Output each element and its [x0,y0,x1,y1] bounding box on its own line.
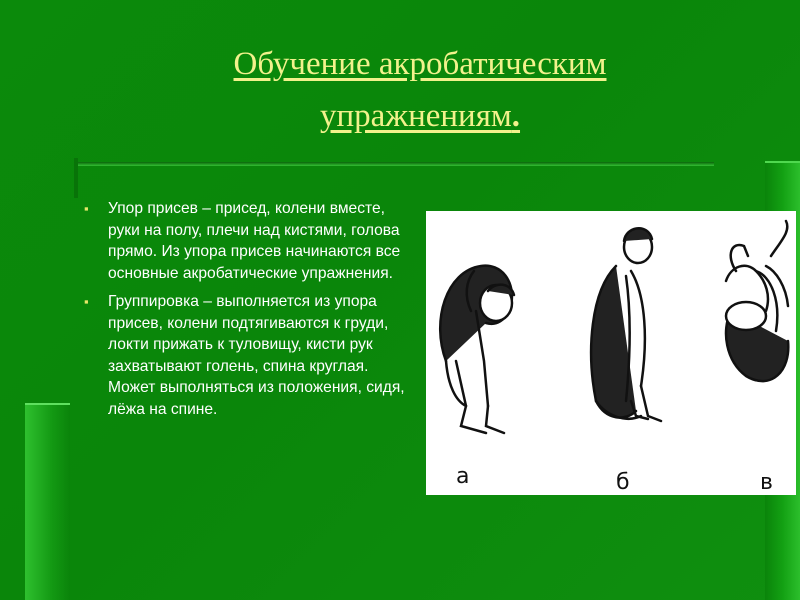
slide-title [150,38,690,142]
figure-b-tucked-person [591,228,661,421]
figure-label-b: б [616,470,630,495]
slide-title-line-2 [150,90,690,142]
bullet-marker-icon: ▪ [84,201,89,216]
decorative-horizontal-line [78,162,714,166]
bullet-item-squat-support [84,198,414,284]
slide-title-dot: . [511,98,521,134]
figure-label-v: в [760,470,773,495]
bullet-marker-icon: ▪ [84,294,89,309]
figure-c-rolled-person [726,221,788,381]
bullet-list [84,198,414,427]
exercise-illustration-svg [426,211,796,495]
bullet-text: Упор присев – присед, колени вместе, руки на полу, плечи над кистями, голова прямо. Из упора присев начинаются все основные акробатические упражнения. [108,200,401,282]
decorative-bevel-left [25,405,70,600]
bullet-item-tuck [84,291,414,420]
bullet-text: Группировка – выполняется из упора присев, колени подтягиваются к груди, локти прижать к туловищу, кисти рук захватывают голень, спина круглая. Может выполняться из положения, сидя, лёжа на спине. [108,293,405,418]
exercise-illustration [426,211,796,495]
slide-title-line-2-text: упражнениям [319,98,512,134]
figure-a-crouching-person [440,266,514,433]
figure-label-a: а [456,464,470,489]
slide-title-line-1: Обучение акробатическим [233,46,607,82]
